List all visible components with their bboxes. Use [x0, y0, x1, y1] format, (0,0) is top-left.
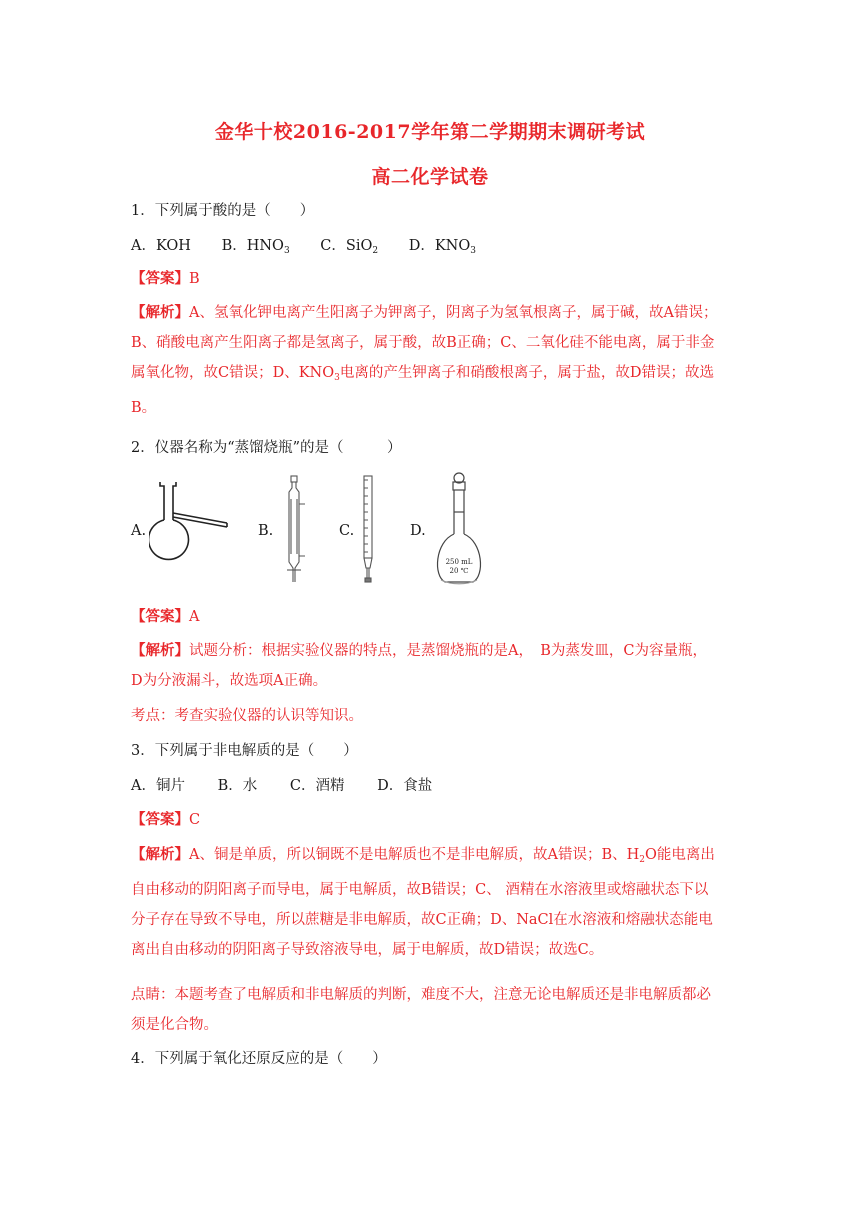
- q2-label-d: D.: [410, 523, 426, 539]
- distillation-flask-image: [149, 482, 233, 577]
- q1-option-d: D．$KNO_3$: [408, 238, 476, 256]
- q4-stem: 4．下列属于氧化还原反应的是（ ）: [131, 1051, 387, 1067]
- q2-label-a: A.: [131, 523, 147, 539]
- q1-option-a: A．KOH: [131, 238, 191, 254]
- q2-label-c: C.: [339, 523, 355, 539]
- q3-stem: 3．下列属于非电解质的是（ ）: [131, 743, 358, 759]
- q3-option-b: B．水: [217, 778, 258, 794]
- q1-option-c: C．SiO$_2$: [320, 238, 379, 256]
- q3-option-c: C．酒精: [289, 778, 345, 794]
- q3-option-d: D．食盐: [377, 778, 433, 794]
- q1-analysis: 【解析】A、氢氧化钾电离产生阳离子为钾离子，阴离子为氢氧根离子，属于碱，故A错误； B、硝酸电离产生阳离子都是氢离子，属于酸，故B正确；C、二氧化硅不能电离，属于非金 属氧化物，故C错误；D、$KNO_3$电离的产生钾离子和硝酸根离子，属于盐，故D错误；故选 B。: [131, 304, 718, 416]
- q1-stem: 1．下列属于酸的是（ ）: [131, 203, 315, 219]
- q1-answer: 【答案】B: [131, 270, 200, 287]
- q3-options: [131, 776, 731, 796]
- q2-point: 考点：考查实验仪器的认识等知识。: [131, 708, 363, 724]
- q3-analysis: 【解析】A、铜是单质，所以铜既不是电解质也不是非电解质，故A错误；B、$H_2O$能电离出 自由移动的阴阳离子而导电，属于电解质，故B错误；C、 酒精在水溶液里或熔融状态下以 分子存在导致不导电，所以蔗糖是非电解质，故C正确；D、NaCl在水溶液和熔融状态能电 离出自由移动的阴阳离子导致溶液导电，属于电解质，故D错误；故选C。: [131, 846, 715, 958]
- volumetric-flask-image: [431, 472, 487, 588]
- q3-option-a: A．铜片: [131, 778, 185, 794]
- flask-volume-label: 250 mL: [445, 558, 473, 566]
- exam-title: 金华十校2016-2017学年第二学期期末调研考试: [214, 121, 646, 143]
- q2-apparatus-images: [131, 472, 491, 592]
- q2-analysis: 【解析】试题分析：根据实验仪器的特点，是蒸馏烧瓶的是A， B为蒸发皿，C为容量瓶， D为分液漏斗，故选项A正确。: [131, 642, 707, 689]
- q2-stem: 2．仪器名称为“蒸馏烧瓶”的是（ ）: [131, 440, 402, 456]
- q2-answer: 【答案】A: [131, 608, 200, 625]
- flask-temperature-label: 20 ℃: [449, 567, 469, 575]
- q3-answer: 【答案】C: [131, 811, 201, 828]
- q3-comment: 点睛：本题考查了电解质和非电解质的判断，难度不大，注意无论电解质还是非电解质都必 须是化合物。: [131, 987, 711, 1033]
- exam-subtitle: 高二化学试卷: [371, 166, 489, 188]
- separatory-funnel-image: [281, 474, 309, 586]
- q2-label-b: B.: [258, 523, 274, 539]
- q1-options: [131, 236, 731, 261]
- q1-option-b: B．$HNO_3$: [221, 238, 290, 256]
- burette-image: [357, 474, 379, 586]
